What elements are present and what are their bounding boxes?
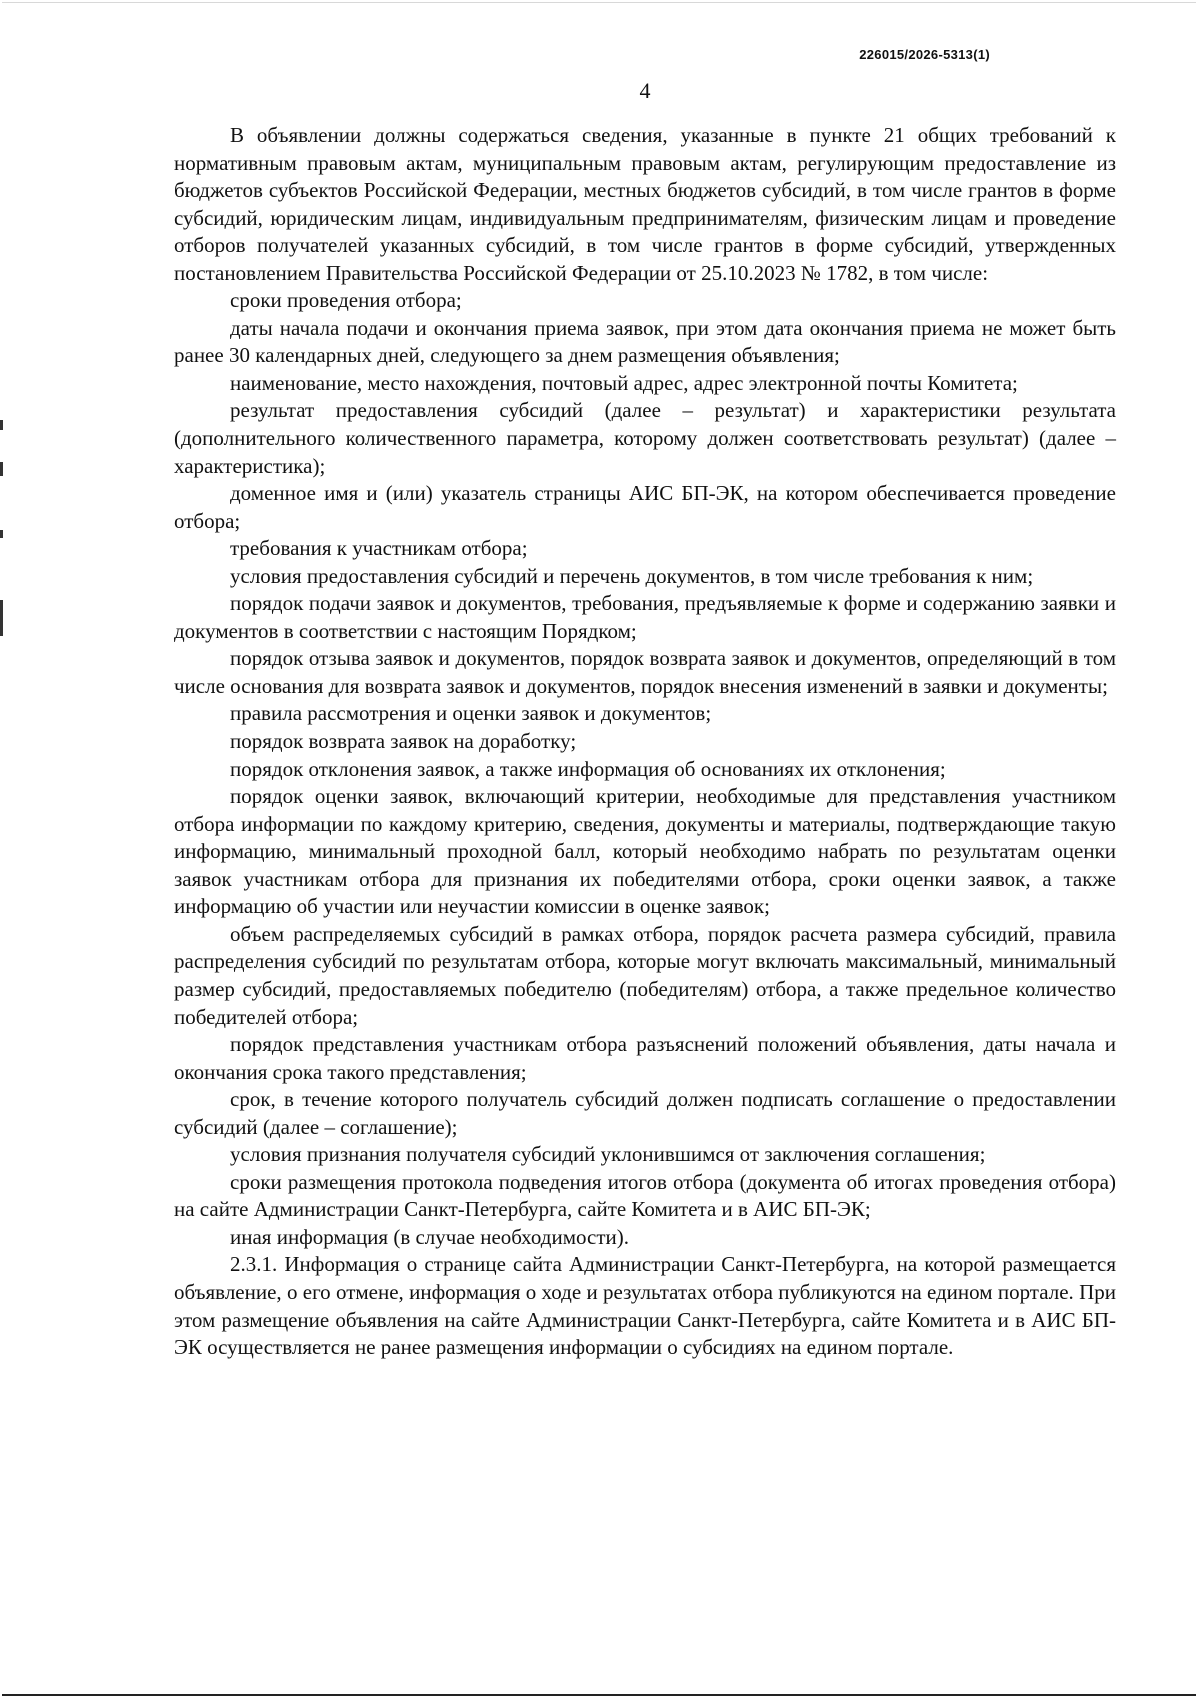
paragraph: порядок отклонения заявок, а также информация об основаниях их отклонения; (230, 756, 946, 781)
paragraph: 2.3.1. Информация о странице сайта Администрации Санкт-Петербурга, на которой размещается объявление, о его отмене, информация о ходе и результатах отбора публикуются на едином портале. При этом размещение объявления на сайте Администрации Санкт-Петербурга, сайте Комитета и в АИС БП-ЭК осуществляется не ранее размещения информации о субсидиях на едином портале. (174, 1252, 1116, 1360)
paragraph: порядок возврата заявок на доработку; (230, 729, 577, 754)
paragraph: условия предоставления субсидий и перечень документов, в том числе требования к ним; (230, 563, 1034, 588)
scan-margin-mark (0, 462, 3, 476)
paragraph: порядок оценки заявок, включающий критерии, необходимые для представления участником отбора информации по каждому критерию, сведения, документы и материалы, подтверждающие такую информацию, минимальный проходной балл, который необходимо набрать по результатам оценки заявок участникам отбора для признания их победителями отбора, сроки оценки заявок, а также информацию об участии или неучастии комиссии в оценке заявок; (174, 784, 1116, 919)
paragraph: срок, в течение которого получатель субсидий должен подписать соглашение о предоставлении субсидий (далее – соглашение); (174, 1087, 1116, 1139)
paragraph: даты начала подачи и окончания приема заявок, при этом дата окончания приема не может быть ранее 30 календарных дней, следующего за днем размещения объявления; (174, 315, 1116, 368)
paragraph: требования к участникам отбора; (230, 536, 528, 561)
scan-margin-mark (0, 420, 3, 430)
paragraph: порядок подачи заявок и документов, требования, предъявляемые к форме и содержанию заявки и документов в соответствии с настоящим Порядком; (174, 591, 1116, 643)
paragraph: иная информация (в случае необходимости). (230, 1224, 629, 1249)
paragraph: результат предоставления субсидий (далее – результат) и характеристики результата (дополнительного количественного параметра, которому должен соответствовать результат) (далее – характеристика); (174, 398, 1116, 478)
paragraph: порядок представления участникам отбора разъяснений положений объявления, даты начала и окончания срока такого представления; (174, 1032, 1116, 1084)
paragraph: сроки проведения отбора; (230, 288, 462, 313)
scan-margin-mark (0, 600, 3, 636)
document-body (174, 122, 1116, 1362)
paragraph: порядок отзыва заявок и документов, порядок возврата заявок и документов, определяющий в том числе основания для возврата заявок и документов, порядок внесения изменений в заявки и документы; (174, 646, 1116, 698)
paragraph: доменное имя и (или) указатель страницы АИС БП-ЭК, на котором обеспечивается проведение отбора; (174, 481, 1116, 533)
paragraph: сроки размещения протокола подведения итогов отбора (документа об итогах проведения отбора) на сайте Администрации Санкт-Петербурга, сайте Комитета и в АИС БП-ЭК; (174, 1169, 1116, 1222)
paragraph: наименование, место нахождения, почтовый адрес, адрес электронной почты Комитета; (230, 370, 1018, 395)
paragraph: правила рассмотрения и оценки заявок и документов; (230, 701, 712, 726)
paragraph: условия признания получателя субсидий уклонившимся от заключения соглашения; (230, 1142, 986, 1167)
page-number: 4 (639, 78, 651, 103)
paragraph: В объявлении должны содержаться сведения, указанные в пункте 21 общих требований к нормативным правовым актам, муниципальным правовым актам, регулирующим предоставление из бюджетов субъектов Российской Федерации, местных бюджетов субсидий, в том числе грантов в форме субсидий, юридическим лицам, индивидуальным предпринимателям, физическим лицам и проведение отборов получателей указанных субсидий, в том числе грантов в форме субсидий, утвержденных постановлением Правительства Российской Федерации от 25.10.2023 № 1782, в том числе: (174, 123, 1116, 285)
scan-margin-mark (0, 530, 3, 538)
document-registration-number: 226015/2026-5313(1) (859, 47, 990, 62)
paragraph: объем распределяемых субсидий в рамках отбора, порядок расчета размера субсидий, правила распределения субсидий по результатам отбора, которые могут включать максимальный, минимальный размер субсидий, предоставляемых победителю (победителям) отбора, а также предельное количество победителей отбора; (174, 921, 1116, 1029)
